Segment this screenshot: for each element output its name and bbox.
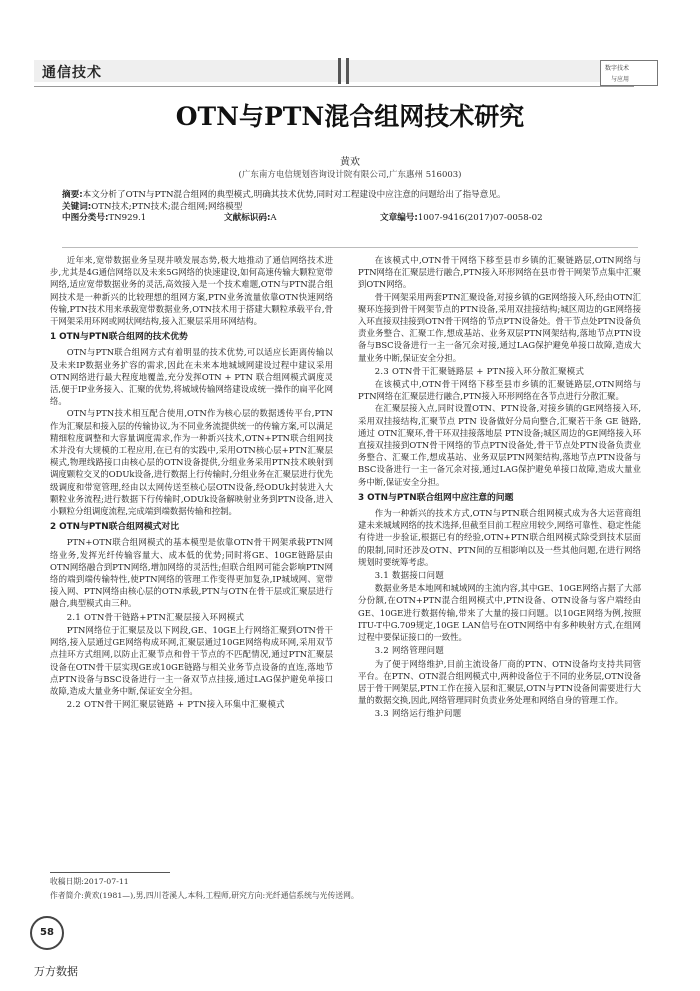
logo-line2: 与应用 <box>611 76 630 83</box>
doc-code-label: 文献标识码: <box>224 213 271 223</box>
right-column <box>358 254 641 721</box>
abstract-label: 摘要: <box>62 190 83 200</box>
abstract-block <box>62 190 638 242</box>
watermark: 万方数据 <box>34 965 78 978</box>
paragraph: 在汇聚层接入点,同时设置OTN、PTN设备,对接乡镇的GE网络接入环,采用双挂接结构,汇聚节点 PTN 设备做好分局向整合,汇聚若干条 GE 链路,通过 OTN汇聚环,骨干环双挂接落地层 PTN设备;城区周边的GE网络接入环直接双挂接到OTN骨干网络的节点PTN设备处,骨干节点处PTN设备负责业务整合、汇聚工作,想成基站、业务双层PTN网架结构,落地节点PTN设备与BSC设备进行一主一备冗余对接,通过LAG保护避免单接口故障,造成大量业务中断,保证安全分担。 <box>358 403 641 487</box>
journal-logo <box>600 60 658 86</box>
section-heading: 3 OTN与PTN联合组网中应注意的问题 <box>358 492 514 503</box>
header-bar <box>34 60 634 82</box>
subsection-heading: 2.3 OTN骨干汇聚链路层 + PTN接入环分散汇聚模式 <box>374 365 585 376</box>
page-number: 58 <box>40 927 54 938</box>
paragraph: 骨干网架采用两套PTN汇聚设备,对接乡镇的GE网络接入环,经由OTN汇聚环连接到骨干网架节点的PTN设备,采用双挂接结构;城区周边的GE网络接入环直接双挂接到OTN骨干网络的节点PTN设备处。骨干节点处PTN设备负责业务整合、汇聚工作,想成基站、业务双层PTN网架结构,落地节点PTN设备与BSC设备进行一主一备冗余对接,通过LAG保护避免单接口故障,造成大量业务中断,保证安全分担。 <box>358 291 642 363</box>
clc-label: 中图分类号: <box>62 213 109 223</box>
paragraph: 近年来,宽带数据业务呈现井喷发展态势,极大地推动了通信网络技术进步,尤其是4G通信网络以及未来5G网络的快速建设,如何高速传输大颗粒宽带网络,适应宽带数据业务的灵活,高效接入是一个技术难题,OTN与PTN混合组网技术是一种新兴的比较理想的组网方案,PTN业务流量依靠OTN快速网络传输,PTN技术用来承载宽带数据业务,OTN技术用于搭建大颗粒承载平台,骨干网架采用环网或网状网结构,接入汇聚层采用环网结构。 <box>50 255 333 327</box>
paragraph: OTN与PTN技术相互配合使用,OTN作为核心层的数据透传平台,PTN作为汇聚层和接入层的传输协议,为不同业务流提供统一的传输方案,可以满足精细粒度调整和大容量调度需求,作为一种新兴技术,OTN+PTN联合组网技术并没有大规模的工程应用,在已有的实践中,采用OTN核心层+PTN汇聚层模式,物理线路接口由核心层的OTN设备提供,分组业务采用PTN技术映射到调度颗粒交叉的ODUk设备,进行数据上行传输时,分组业务在汇聚层进行优先级调度和带宽管理,经由以太网传送至核心层OTN设备,经ODUk封装进入大颗粒业务流程;进行数据下行传输时,ODUk设备解映射业务到PTN设备,进入小颗粒分组调度流程,完成端到端数据传输和控制。 <box>50 408 333 517</box>
abstract-line <box>62 190 638 202</box>
subsection-heading: 2.2 OTN骨干网汇聚层链路 + PTN接入环集中汇聚模式 <box>66 699 285 710</box>
footnote-rule <box>50 872 170 873</box>
subsection-heading: 3.3 网络运行维护问题 <box>374 708 462 719</box>
paragraph: 作为一种新兴的技术方式,OTN与PTN联合组网模式成为各大运营商组建未来城域网络的技术选择,但截至目前工程应用较少,网络可靠性、稳定性能有待进一步验证,根据已有的经验,OTN+PTN联合组网模式除受到技术层面的限制,同时还涉及OTN、PTN间的互相影响以及一些其他问题,在进行网络规划时要统筹考虑。 <box>358 508 641 567</box>
meta-line <box>62 213 638 225</box>
paragraph: 数据业务是本地网和城域网的主流内容,其中GE、10GE网络占据了大部分份额,在OTN+PTN混合组网模式中,PTN设备、OTN设备与客户端经由GE、10GE进行数据传输,带来了大量的接口问题。以10GE网络为例,按照ITU-T中G.709规定,10GE LAN信号在OTN网络中有多种映射方式,在组网过程中要保证接口的一致性。 <box>358 583 641 643</box>
subsection-heading: 3.1 数据接口问题 <box>374 570 445 581</box>
paragraph: PTN网络位于汇聚层及以下网段,GE、10GE上行网络汇聚到OTN骨干网络,接入层通过GE网络构成环网,汇聚层通过10GE网络构成环网,采用双节点挂环方式组网,以防止汇聚节点和骨干节点的不匹配情况,通过PTN汇聚层设备在OTN骨干层实现GE或10GE链路与相关业务节点设备的直连,落地节点PTN设备与BSC设备进行一主一备双节点挂接,通过LAG保护避免单接口故障,造成大量业务中断,保证安全分担。 <box>50 624 333 696</box>
author-bio: 作者简介:黄欢(1981—),男,四川苍溪人,本科,工程师,研究方向:光纤通信系统与光传送网。 <box>50 891 359 900</box>
keywords-label: 关键词: <box>62 201 92 212</box>
logo-line1: 数字技术 <box>605 65 630 72</box>
article-no-value: 1007-9416(2017)07-0058-02 <box>417 213 543 223</box>
page-number-badge <box>30 916 64 950</box>
doc-code-field <box>224 213 277 225</box>
author: 黄欢 <box>340 157 360 168</box>
subsection-heading: 3.2 网络管理问题 <box>374 645 445 656</box>
paragraph: 在该模式中,OTN骨干网络下移至县市乡镇的汇聚链路层,OTN网络与PTN网络在汇聚层进行融合,PTN接入环形网络在各节点进行分散汇聚。 <box>358 379 641 402</box>
subsection-heading: 2.1 OTN骨干链路+PTN汇聚层接入环网模式 <box>66 611 245 622</box>
left-column <box>50 254 333 711</box>
keywords-line <box>62 202 638 214</box>
section-heading: 2 OTN与PTN联合组网模式对比 <box>50 522 180 533</box>
keywords-text: OTN技术;PTN技术;混合组网;网络模型 <box>91 201 243 212</box>
paragraph: 在该模式中,OTN骨干网络下移至县市乡镇的汇聚链路层,OTN网络与PTN网络在汇聚层进行融合,PTN接入环形网络在县市骨干网架节点集中汇聚到OTN网络。 <box>358 255 641 290</box>
header-divider <box>338 58 341 84</box>
header-rule <box>34 86 634 87</box>
paragraph: PTN+OTN联合组网模式的基本模型是依靠OTN骨干网架承载PTN网络业务,发挥光纤传输容量大、成本低的优势;同时将GE、10GE链路层由OTN网络融合到PTN网络,增加网络的灵活性;但联合组网可能会影响PTN网络的端到端传输特性,使PTN网络的管理工作变得更加复杂,IP城域网、宽带接入网、PTN网络由核心层的OTN承载,PTN与OTN在骨干层或汇聚层进行融合,典型模式由三种。 <box>50 537 333 609</box>
article-no-label: 文章编号: <box>380 213 418 223</box>
paragraph: 为了便于网络维护,目前主流设备厂商的PTN、OTN设备均支持共同管平台。在PTN、OTN混合组网模式中,两种设备位于不同的业务层,OTN设备居于骨干网架层,PTN工作在接入层和汇聚层,OTN与PTN设备间需要进行大量的数据交换,因此,网络管理同时负责业务处理和网络自身的管理工作。 <box>358 658 641 706</box>
header-divider <box>346 58 349 84</box>
article-title: OTN与PTN混合组网技术研究 <box>175 102 525 131</box>
abstract-text: 本文分析了OTN与PTN混合组网的典型模式,明确其技术优势,同时对工程建设中应注意的问题给出了指导意见。 <box>82 190 506 200</box>
received-date: 收稿日期:2017-07-11 <box>50 877 129 886</box>
article-no-field <box>380 213 543 225</box>
clc-field <box>62 213 146 225</box>
clc-value: TN929.1 <box>108 213 147 223</box>
paragraph: OTN与PTN联合组网方式有着明显的技术优势,可以适应长距离传输以及未来IP数据业务扩容的需求,因此在未来本地城域网建设过程中建议采用OTN网络进行最大程度地覆盖,充分发挥OTN + PTN 联合组网模式调度灵活,便于IP业务接入、汇聚的优势,将城域传输网络建设成统一操作的扁平化网络。 <box>50 347 333 407</box>
affiliation: (广东南方电信规划咨询设计院有限公司,广东惠州 516003) <box>238 170 462 180</box>
abstract-rule <box>62 247 638 248</box>
doc-code-value: A <box>270 213 277 223</box>
section-heading: 1 OTN与PTN联合组网的技术优势 <box>50 332 188 343</box>
section-title: 通信技术 <box>42 65 102 81</box>
